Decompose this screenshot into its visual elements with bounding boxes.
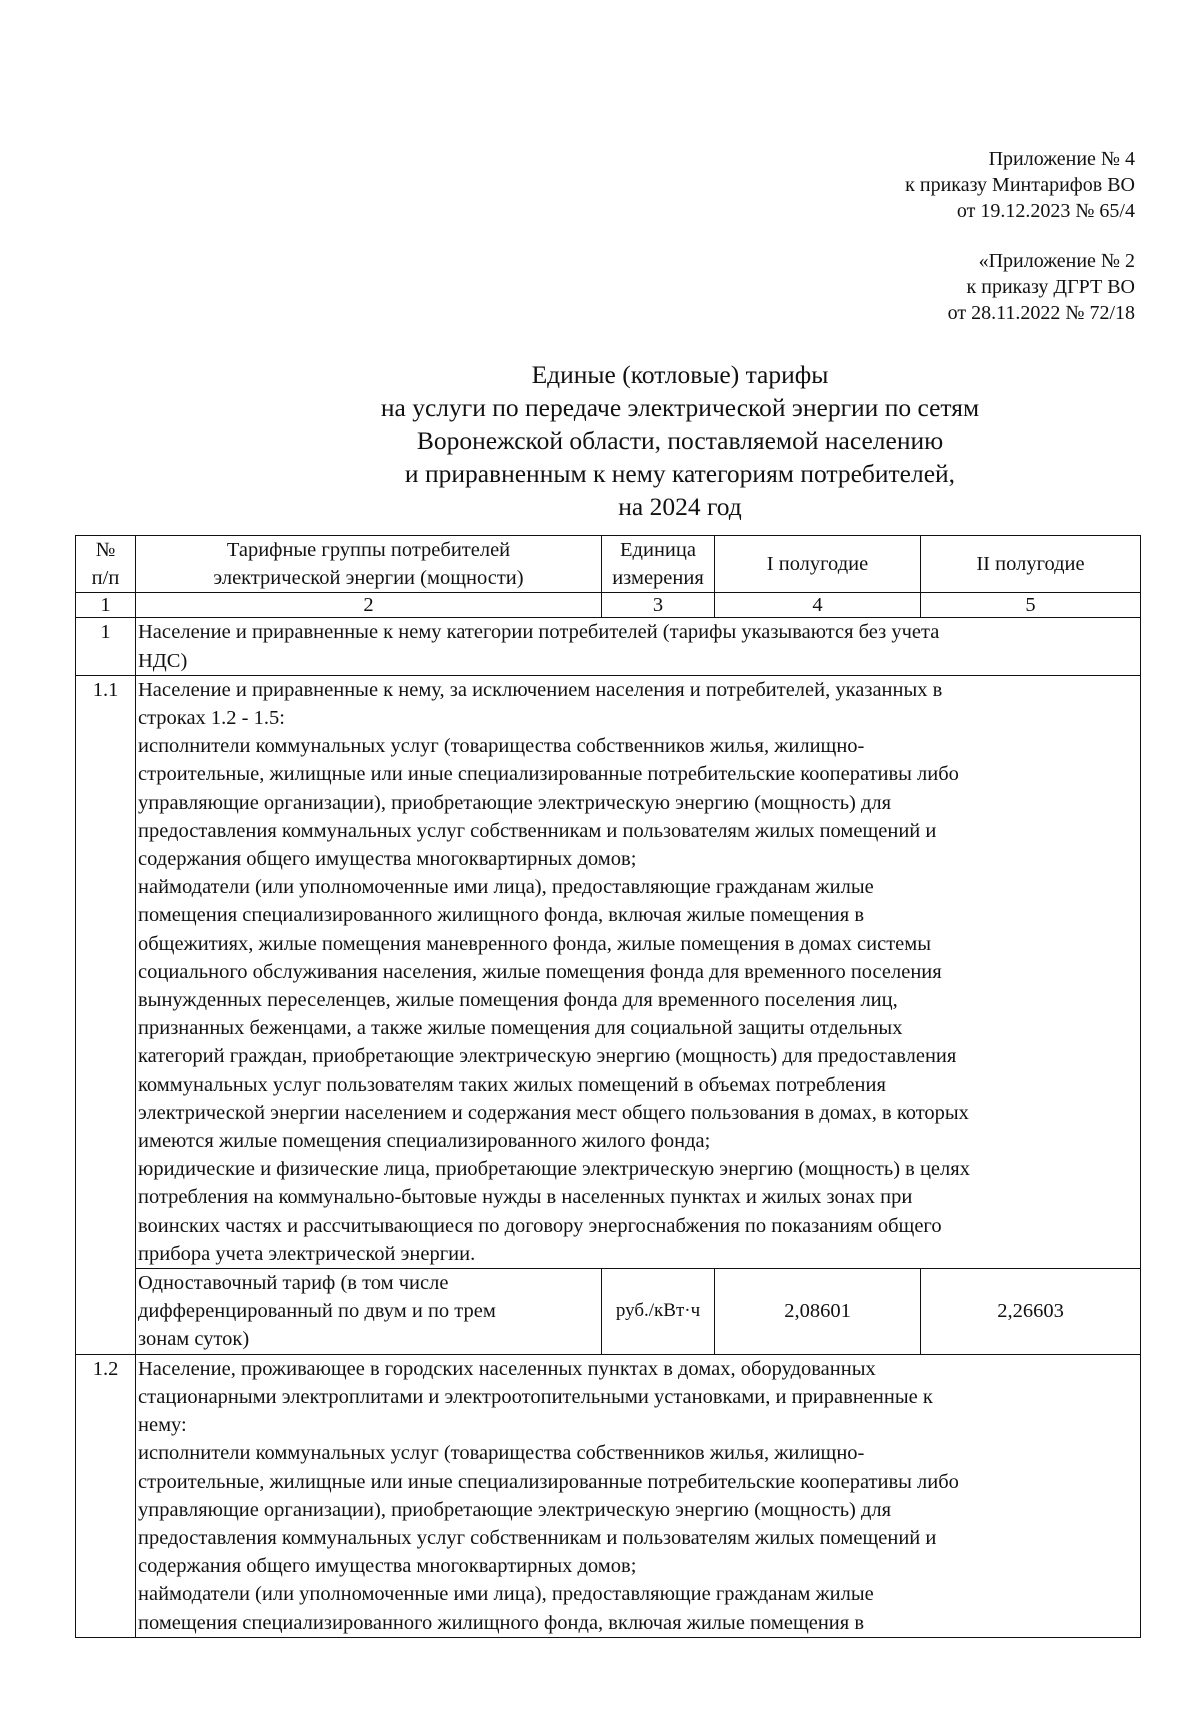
text-line: помещения специализированного жилищного фонда, включая жилые помещения в (138, 1611, 864, 1634)
text-line: НДС) (138, 649, 188, 672)
header-half1: I полугодие (715, 536, 921, 593)
column-number: 4 (715, 593, 921, 618)
header-unit-line: измерения (612, 567, 704, 590)
text-line: Население и приравненные к нему, за исключением населения и потребителей, указанных в (138, 678, 943, 701)
text-line: помещения специализированного жилищного фонда, включая жилые помещения в (138, 904, 864, 927)
text-line: прибора учета электрической энергии. (138, 1242, 476, 1265)
title-line: Воронежской области, поставляемой населению (416, 426, 944, 455)
text-line: исполнители коммунальных услуг (товарищества собственников жилья, жилищно- (138, 1442, 865, 1465)
text-line: нему: (138, 1414, 187, 1437)
text-line: потребления на коммунально-бытовые нужды в населенных пунктах и жилых зонах при (138, 1186, 913, 1209)
text-line: управляющие организации), приобретающие электрическую энергию (мощность) для (138, 791, 892, 814)
title-line: на услуги по передаче электрической энергии по сетям (380, 393, 980, 422)
tariff-value-h2: 2,26603 (921, 1269, 1141, 1355)
row-description (136, 675, 1141, 1268)
ref-line: от 28.11.2022 № 72/18 (947, 302, 1135, 324)
tariff-label (136, 1269, 602, 1355)
text-line: исполнители коммунальных услуг (товарищества собственников жилья, жилищно- (138, 735, 865, 758)
row-description (136, 1354, 1141, 1637)
row-number: 1.1 (76, 675, 136, 1354)
tariff-table (75, 535, 1141, 1638)
ref-line: «Приложение № 2 (978, 250, 1135, 272)
text-line: зонам суток) (138, 1328, 250, 1351)
text-line: вынужденных переселенцев, жилые помещения фонда для временного поселения лиц, (138, 989, 898, 1012)
text-line: строительные, жилищные или иные специализированные потребительские кооперативы либо (138, 1470, 959, 1493)
header-half2: II полугодие (921, 536, 1141, 593)
text-line: признанных беженцами, а также жилые помещения для социальной защиты отдельных (138, 1017, 903, 1040)
ref-line: к приказу ДГРТ ВО (966, 276, 1135, 298)
column-number: 5 (921, 593, 1141, 618)
ref-line: Приложение № 4 (988, 148, 1135, 170)
title-line: Единые (котловые) тарифы (531, 360, 829, 389)
text-line: стационарными электроплитами и электроотопительными установками, и приравненные к (138, 1385, 933, 1408)
text-line: предоставления коммунальных услуг собственникам и пользователям жилых помещений и (138, 819, 937, 842)
section-description (136, 618, 1141, 675)
title-line: на 2024 год (618, 492, 742, 521)
table-header-row (76, 536, 1141, 593)
title-line: и приравненным к нему категориям потребителей, (404, 459, 956, 488)
header-unit-line: Единица (620, 539, 696, 561)
text-line: социального обслуживания населения, жилые помещения фонда для временного поселения (138, 960, 942, 983)
text-line: электрической энергии населением и содержания мест общего пользования в домах, в которых (138, 1101, 969, 1124)
text-line: имеются жилые помещения специализированного жилого фонда; (138, 1130, 711, 1153)
header-group-line: Тарифные группы потребителей (226, 539, 511, 561)
document-title (0, 358, 1200, 523)
text-line: коммунальных услуг пользователям таких жилых помещений в объемах потребления (138, 1073, 886, 1096)
table-row (76, 675, 1141, 1268)
text-line: строках 1.2 - 1.5: (138, 707, 285, 730)
text-line: юридические и физические лица, приобретающие электрическую энергию (мощность) в целях (138, 1158, 970, 1181)
header-num-line: № (95, 539, 116, 561)
text-line: строительные, жилищные или иные специализированные потребительские кооперативы либо (138, 763, 959, 786)
tariff-row (76, 1269, 1141, 1355)
text-line: содержания общего имущества многоквартирных домов; (138, 848, 637, 871)
header-num-line: п/п (91, 567, 120, 590)
column-number: 2 (136, 593, 602, 618)
text-line: предоставления коммунальных услуг собственникам и пользователям жилых помещений и (138, 1526, 937, 1549)
tariff-unit: руб./кВт·ч (602, 1269, 715, 1355)
text-line: наймодатели (или уполномоченные ими лица), предоставляющие гражданам жилые (138, 1583, 874, 1606)
appendix-reference-original (948, 248, 1135, 326)
ref-line: к приказу Минтарифов ВО (905, 174, 1135, 196)
appendix-reference-current (905, 146, 1135, 224)
column-number: 3 (602, 593, 715, 618)
text-line: общежитиях, жилые помещения маневренного фонда, жилые помещения в домах системы (138, 932, 931, 955)
header-num (76, 536, 136, 593)
row-number: 1.2 (76, 1354, 136, 1637)
column-number: 1 (76, 593, 136, 618)
text-line: воинских частях и рассчитывающиеся по договору энергоснабжения по показаниям общего (138, 1214, 942, 1237)
text-line: дифференцированный по двум и по трем (138, 1300, 496, 1323)
text-line: Население и приравненные к нему категории потребителей (тарифы указываются без учета (138, 621, 940, 644)
ref-line: от 19.12.2023 № 65/4 (956, 200, 1135, 222)
header-unit (602, 536, 715, 593)
table-row (76, 1354, 1141, 1637)
text-line: наймодатели (или уполномоченные ими лица), предоставляющие гражданам жилые (138, 876, 874, 899)
text-line: управляющие организации), приобретающие электрическую энергию (мощность) для (138, 1498, 892, 1521)
section-row (76, 618, 1141, 675)
text-line: Население, проживающее в городских населенных пунктах в домах, оборудованных (138, 1357, 876, 1380)
row-number: 1 (76, 618, 136, 675)
text-line: Одноставочный тариф (в том числе (138, 1272, 449, 1295)
text-line: категорий граждан, приобретающие электрическую энергию (мощность) для предоставления (138, 1045, 957, 1068)
text-line: содержания общего имущества многоквартирных домов; (138, 1555, 637, 1578)
header-group-line: электрической энергии (мощности) (213, 567, 524, 590)
header-group (136, 536, 602, 593)
column-number-row (76, 593, 1141, 618)
tariff-value-h1: 2,08601 (715, 1269, 921, 1355)
